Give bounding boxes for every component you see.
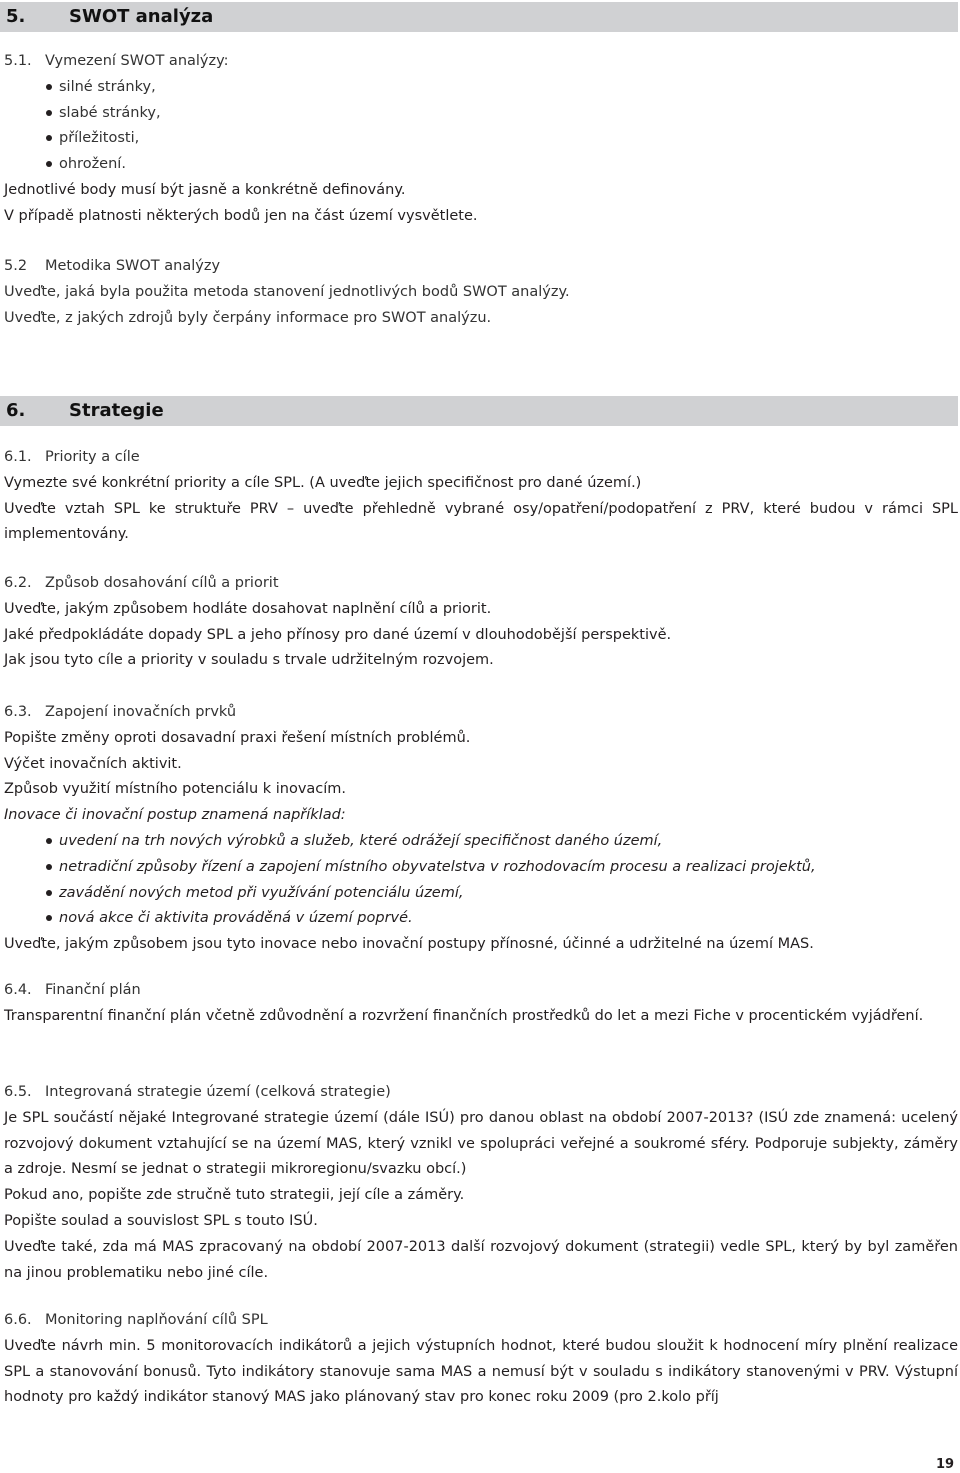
paragraph: Uveďte vztah SPL ke struktuře PRV – uveďte přehledně vybrané osy/opatření/podopatření z PRV, které budou v rámci SPL implementovány. <box>4 500 958 543</box>
subsection-5-2 <box>4 254 958 331</box>
subsection-heading <box>4 254 958 280</box>
bullet-icon <box>46 161 52 167</box>
section-title: SWOT analýza <box>69 6 214 27</box>
subsection-title: Priority a cíle <box>45 449 140 465</box>
subsection-6-3 <box>4 700 958 958</box>
bullet-icon <box>46 915 52 921</box>
list-item: netradiční způsoby řízení a zapojení místního obyvatelstva v rozhodovacím procesu a realizaci projektů, <box>4 855 958 881</box>
subsection-number: 5.2 <box>4 258 28 274</box>
paragraph: Je SPL součástí nějaké Integrované strategie území (dále ISÚ) pro danou oblast na období 2007-2013? (ISÚ zde znamená: ucelený rozvojový dokument vztahující se na území MAS, který vznikl ve spolupráci veřejné a soukromé sféry. Podporuje subjekty, záměry a zdroje. Nesmí se jednat o strategii mikroregionu/svazku obcí.) <box>4 1109 958 1178</box>
subsection-6-4 <box>4 978 958 1030</box>
subsection-heading <box>4 978 958 1004</box>
paragraph: Uveďte také, zda má MAS zpracovaný na období 2007-2013 další rozvojový dokument (strategii) vedle SPL, který by byl zaměřen na jinou problematiku nebo jiné cíle. <box>4 1238 958 1281</box>
subsection-number: 5.1. <box>4 53 32 69</box>
bullet-icon <box>46 838 52 844</box>
paragraph: Uveďte, z jakých zdrojů byly čerpány informace pro SWOT analýzu. <box>4 309 492 326</box>
subsection-number: 6.5. <box>4 1084 32 1100</box>
section-header-swot <box>0 2 958 32</box>
page-number: 19 <box>936 1457 955 1472</box>
subsection-title: Finanční plán <box>45 982 141 998</box>
subsection-6-1 <box>4 445 958 548</box>
subsection-heading <box>4 49 958 75</box>
paragraph: Jednotlivé body musí být jasně a konkrétně definovány. <box>4 181 406 198</box>
paragraph: Výčet inovačních aktivit. <box>4 755 182 772</box>
bullet-icon <box>46 110 52 116</box>
paragraph: Uveďte návrh min. 5 monitorovacích indikátorů a jejich výstupních hodnot, které budou sloužit k hodnocení míry plnění realizace SPL a stanovování bonusů. Tyto indikátory stanovuje sama MAS a nemusí být v souladu s indikátory stanovenými v PRV. Výstupní hodnoty pro každý indikátor stanový MAS jako plánovaný stav pro konec roku 2009 (pro 2.kolo příj <box>4 1337 958 1406</box>
subsection-title: Zapojení inovačních prvků <box>45 704 237 720</box>
section-header-strategie <box>0 396 958 426</box>
subsection-heading <box>4 571 958 597</box>
paragraph: Vymezte své konkrétní priority a cíle SPL. (A uveďte jejich specifičnost pro dané území.) <box>4 474 642 491</box>
innovation-list <box>4 829 958 932</box>
list-item: nová akce či aktivita prováděná v území poprvé. <box>4 906 958 932</box>
subsection-title: Integrovaná strategie území (celková strategie) <box>45 1084 391 1100</box>
paragraph: Jaké předpokládáte dopady SPL a jeho přínosy pro dané území v dlouhodobější perspektivě. <box>4 626 672 643</box>
bullet-icon <box>46 864 52 870</box>
subsection-number: 6.4. <box>4 982 32 998</box>
paragraph: Transparentní finanční plán včetně zdůvodnění a rozvržení finančních prostředků do let a mezi Fiche v procentickém vyjádření. <box>4 1007 924 1024</box>
list-item: silné stránky, <box>4 75 958 101</box>
list-item: uvedení na trh nových výrobků a služeb, které odrážejí specifičnost daného území, <box>4 829 958 855</box>
subsection-heading <box>4 1080 958 1106</box>
paragraph: Pokud ano, popište zde stručně tuto strategii, její cíle a záměry. <box>4 1187 465 1204</box>
subsection-heading <box>4 1308 958 1334</box>
subsection-title: Metodika SWOT analýzy <box>45 258 221 274</box>
subsection-number: 6.6. <box>4 1312 32 1328</box>
list-item: zavádění nových metod při využívání potenciálu území, <box>4 881 958 907</box>
paragraph: Popište změny oproti dosavadní praxi řešení místních problémů. <box>4 729 471 746</box>
bullet-icon <box>46 135 52 141</box>
paragraph: Jak jsou tyto cíle a priority v souladu s trvale udržitelným rozvojem. <box>4 652 494 669</box>
list-item: ohrožení. <box>4 152 958 178</box>
subsection-5-1 <box>4 49 958 230</box>
subsection-heading <box>4 700 958 726</box>
paragraph: V případě platnosti některých bodů jen na část území vysvětlete. <box>4 207 478 224</box>
list-item: slabé stránky, <box>4 101 958 127</box>
swot-list <box>4 75 958 178</box>
paragraph: Uveďte, jakým způsobem hodláte dosahovat naplnění cílů a priorit. <box>4 600 492 617</box>
subsection-title: Způsob dosahování cílů a priorit <box>45 575 279 591</box>
section-number: 5. <box>6 6 26 27</box>
bullet-icon <box>46 890 52 896</box>
paragraph: Uveďte, jaká byla použita metoda stanovení jednotlivých bodů SWOT analýzy. <box>4 283 570 300</box>
section-number: 6. <box>6 400 26 421</box>
paragraph: Inovace či inovační postup znamená například: <box>4 807 346 824</box>
paragraph: Uveďte, jakým způsobem jsou tyto inovace nebo inovační postupy přínosné, účinné a udržitelné na území MAS. <box>4 936 814 953</box>
paragraph: Popište soulad a souvislost SPL s touto ISÚ. <box>4 1212 318 1229</box>
subsection-6-6 <box>4 1308 958 1411</box>
subsection-number: 6.2. <box>4 575 32 591</box>
list-item: příležitosti, <box>4 126 958 152</box>
subsection-6-5 <box>4 1080 958 1286</box>
subsection-number: 6.3. <box>4 704 32 720</box>
paragraph: Způsob využití místního potenciálu k inovacím. <box>4 781 347 798</box>
subsection-title: Monitoring naplňování cílů SPL <box>45 1312 268 1328</box>
subsection-title: Vymezení SWOT analýzy: <box>45 53 229 69</box>
subsection-6-2 <box>4 571 958 674</box>
section-title: Strategie <box>69 400 164 421</box>
bullet-icon <box>46 84 52 90</box>
subsection-heading <box>4 445 958 471</box>
subsection-number: 6.1. <box>4 449 32 465</box>
